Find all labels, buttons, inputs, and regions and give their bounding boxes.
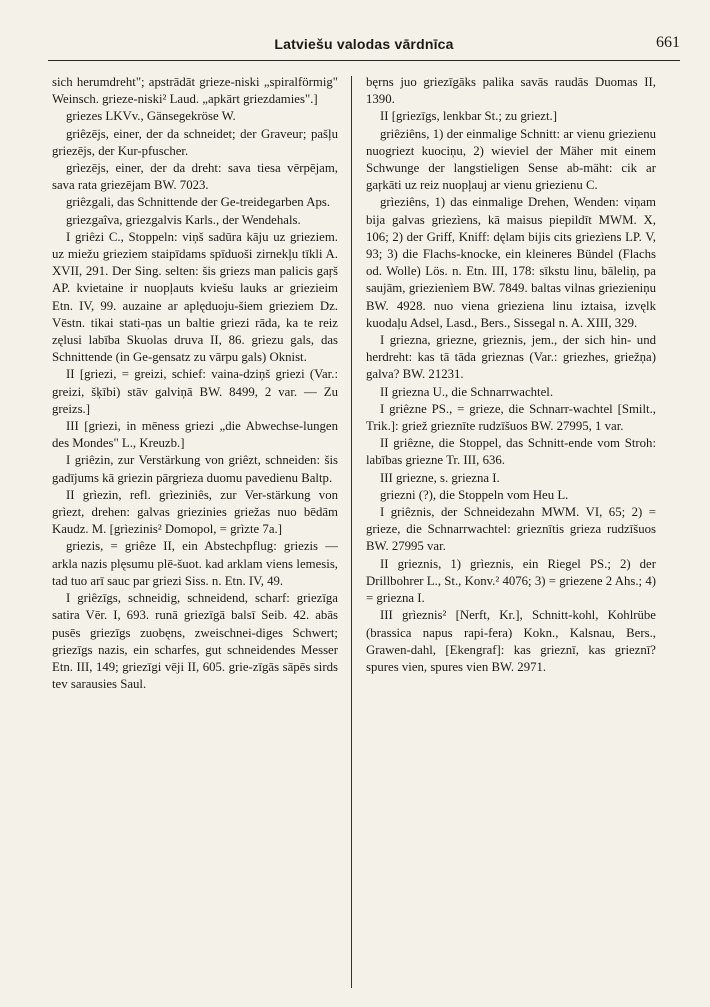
dictionary-entry: I griêznis, der Schneidezahn MWM. VI, 65; 2) = grieze, die Schnarrwachtel: grieznītis grieza rudzīšuos BW. 27995 var. — [366, 505, 656, 554]
dictionary-entry: III [griezi, in mēness griezi „die Abwechse-lungen des Mondes" L., Kreuzb.] — [52, 419, 338, 451]
column-divider — [351, 76, 352, 988]
running-title: Latviešu valodas vārdnīca — [274, 36, 454, 52]
dictionary-entry: I griezna, griezne, grieznis, jem., der sich hin- und herdreht: kas tā tāda grieznas (Var.: griezhes, griežņa) galva? BW. 21231. — [366, 333, 656, 382]
dictionary-entry: III grìeznis² [Nerft, Kr.], Schnitt-kohl, Kohlrübe (brassica napus rapi-fera) Kokn., Kalsnau, Bers., Grawen-dahl, [Ekengraf]: kas grieznī, kas grieznī? spures vien, spures vien BW. 2971. — [366, 608, 656, 674]
dictionary-entry: I griêzne PS., = grieze, die Schnarr-wachtel [Smilt., Trik.]: griež grieznīte rudzīšuos BW. 27995, 1 var. — [366, 401, 656, 434]
right-column — [366, 74, 656, 989]
dictionary-entry: grìezējs, einer, der da dreht: sava tiesa vērpējam, sava rata griezējam BW. 7023. — [52, 161, 338, 193]
dictionary-entry: griezni (?), die Stoppeln vom Heu L. — [380, 487, 569, 502]
dictionary-entry: griezis, = griêze II, ein Abstechpflug: griezis — arkla nazis plęsumu plē-šuot. kad arklam viens lemesis, tad tuo arī sauc par griezi Siss. n. Etn. IV, 49. — [52, 539, 338, 588]
dictionary-entry: I griêzin, zur Verstärkung von griêzt, schneiden: šis gadījums kā griezin pārgrieza duomu pavedienu Baltp. — [52, 453, 338, 485]
dictionary-entry: griêziêns, 1) der einmalige Schnitt: ar vienu griezienu nuogriezt kuociņu, 2) wieviel der Mäher mit einem Schwunge der langstieligen Sense ab-mäht: cik ar gaŗkāti uz reiz nuopļauj ar vienu griezienu C. — [366, 126, 656, 193]
dictionary-entry: grìeziêns, 1) das einmalige Drehen, Wenden: viņam bija galvas griezìens, kā maisus piepildīt MWM. X, 106; 2) der Griff, Kniff: dęlam bijis cits griezìens LP. V, 93; 3) die Flachs-knocke, ein kleineres Bündel (Flachs od. Wolle) Lös. n. Etn. III, 178: sīkstu linu, bāleliņ, pa saujām, griezienìem BW. 7849. baltas vilnas griezieniņu BW. 4928. nuo viena grieziena linu iztaisa, izvęlk kuodaļu Adsel, Lasd., Bers., Sissegal n. A. XIII, 329. — [366, 195, 656, 330]
dictionary-entry: II griêzne, die Stoppel, das Schnitt-ende vom Stroh: labības griezne Tr. III, 636. — [366, 436, 656, 468]
dictionary-entry: II grìezin, refl. grìeziniês, zur Ver-stärkung von grìezt, drehen: galvas griezinies griežas nuo bēdām Kaudz. M. [grìezinis² Domopol, = grìzte 7a.] — [52, 487, 338, 537]
dictionary-entry: II griezna U., die Schnarrwachtel. — [380, 384, 554, 399]
dictionary-entry: griezes LKVv., Gänsegekröse W. — [66, 109, 236, 124]
dictionary-entry: griêzējs, einer, der da schneidet; der Graveur; pašļu griezējs, der Kur-pfuscher. — [52, 126, 338, 158]
dictionary-entry: griêzgali, das Schnittende der Ge-treidegarben Aps. — [66, 195, 331, 210]
dictionary-entry: griezgaîva, griezgalvis Karls., der Wendehals. — [66, 212, 301, 227]
page-header — [48, 34, 680, 61]
dictionary-entry: I griêzīgs, schneidig, schneidend, scharf: griezīga satira Vēr. I, 693. runā griezīgā balsī Seib. 42. abās pusēs griezīgs zuobęns, zweischnei-diges Schwert; griezīgs nazis, ein scharfes, gut schneidendes Messer Etn. III, 149; griezīgi vēji II, 605. grie-zīgās sāpēs sirds tev sarausies Saul. — [52, 591, 338, 692]
left-column — [52, 74, 338, 989]
dictionary-entry: II [griezi, = greizi, schief: vaina-dziņš griezi (Var.: greizi, šķībi) stāv galviņā BW. 8499, 2 var. — Zu greizs.] — [52, 367, 338, 416]
dictionary-entry: bęrns juo griezīgāks palika savās raudās Duomas II, 1390. — [366, 75, 656, 107]
dictionary-entry: II grieznis, 1) grìeznis, ein Riegel PS.; 2) der Drillbohrer L., St., Konv.² 4076; 3) = griezene 2 Ahs.; 4) = griezna I. — [366, 556, 656, 606]
dictionary-entry: III griezne, s. griezna I. — [380, 470, 500, 485]
dictionary-entry: sich herumdreht"; apstrādāt grieze-niski „spiralförmig" Weinsch. grieze-niski² Laud. „apkārt griezdamies".] — [52, 75, 338, 107]
dictionary-entry: II [griezīgs, lenkbar St.; zu griezt.] — [380, 109, 557, 124]
dictionary-entry: I griêzi C., Stoppeln: viņš sadūra kāju uz grieziem. uz miežu grieziem staipīdams spīduoši zirnekļu tīkli A. XVII, 291. Der Sing. selten: šis griezs man palicis gaŗš AP. kvietaine ir nuopļauts kviešu lauks ar griezieim Etn. IV, 99. auzaine ar aplęduoju-šiem grieziem Dz. Vēstn. tikai stati-ņas un baltie griezi rāda, ka te reiz zęlusi labība Skuolas druva II, 86. griezu gals, das Schnittende (in Ge-gensatz zu vārpu gals) Oknist. — [52, 229, 338, 365]
page-number: 661 — [656, 34, 680, 51]
